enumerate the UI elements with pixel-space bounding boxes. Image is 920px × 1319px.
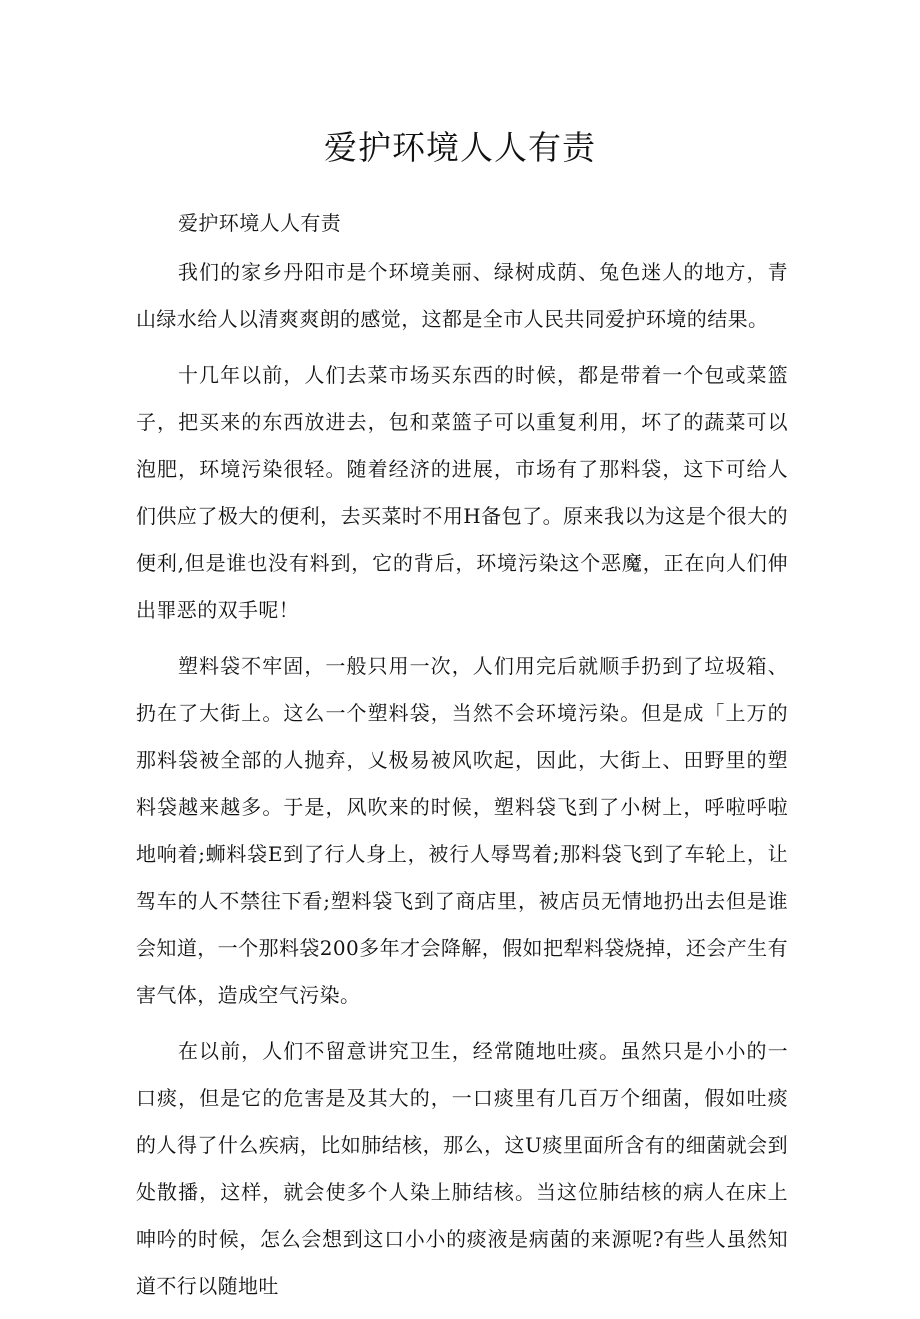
page-title: 爱护环境人人有责: [324, 128, 596, 167]
paragraph: 在以前，人们不留意讲究卫生，经常随地吐痰。虽然只是小小的一口痰，但是它的危害是及其大的，一口痰里有几百万个细菌，假如吐痰的人得了什么疾病，比如肺结核，那么，这U痰里面所含有的细菌就会到处散播，这样，就会使多个人染上肺结核。当这位肺结核的病人在床上呻吟的时候，怎么会想到这口小小的痰液是病菌的来源呢?有些人虽然知道不行以随地吐: [136, 1039, 788, 1298]
paragraph: 十几年以前，人们去菜市场买东西的时候，都是带着一个包或菜篮子，把买来的东西放进去，包和菜篮子可以重复利用，坏了的蔬菜可以泡肥，环境污染很轻。随着经济的进展，市场有了那料袋，这下可给人们供应了极大的便利，去买菜时不用H备包了。原来我以为这是个很大的便利,但是谁也没有料到，它的背后，环境污染这个恶魔，正在向人们伸出罪恶的双手呢！: [136, 363, 788, 622]
paragraph: 塑料袋不牢固，一般只用一次，人们用完后就顺手扔到了垃圾箱、扔在了大街上。这么一个塑料袋，当然不会环境污染。但是成「上万的那料袋被全部的人抛弃，乂极易被风吹起，因此，大街上、田野里的塑料袋越来越多。于是，风吹来的时候，塑料袋飞到了小树上，呼啦呼啦地响着;蛳料袋E到了行人身上，被行人辱骂着;那料袋飞到了车轮上，让驾车的人不禁往下看;塑料袋飞到了商店里，被店员无情地扔出去但是谁会知道，一个那料袋200多年才会降解，假如把犁料袋烧掉，还会产生有害气体，造成空气污染。: [136, 654, 788, 1007]
paragraph: 我们的家乡丹阳市是个环境美丽、绿树成荫、兔色迷人的地方，青山绿水给人以清爽爽朗的感觉，这都是全市人民共同爱护环境的结果。: [136, 260, 788, 331]
subtitle-paragraph: 爱护环境人人有责: [178, 211, 342, 235]
document-body: [136, 200, 788, 1319]
